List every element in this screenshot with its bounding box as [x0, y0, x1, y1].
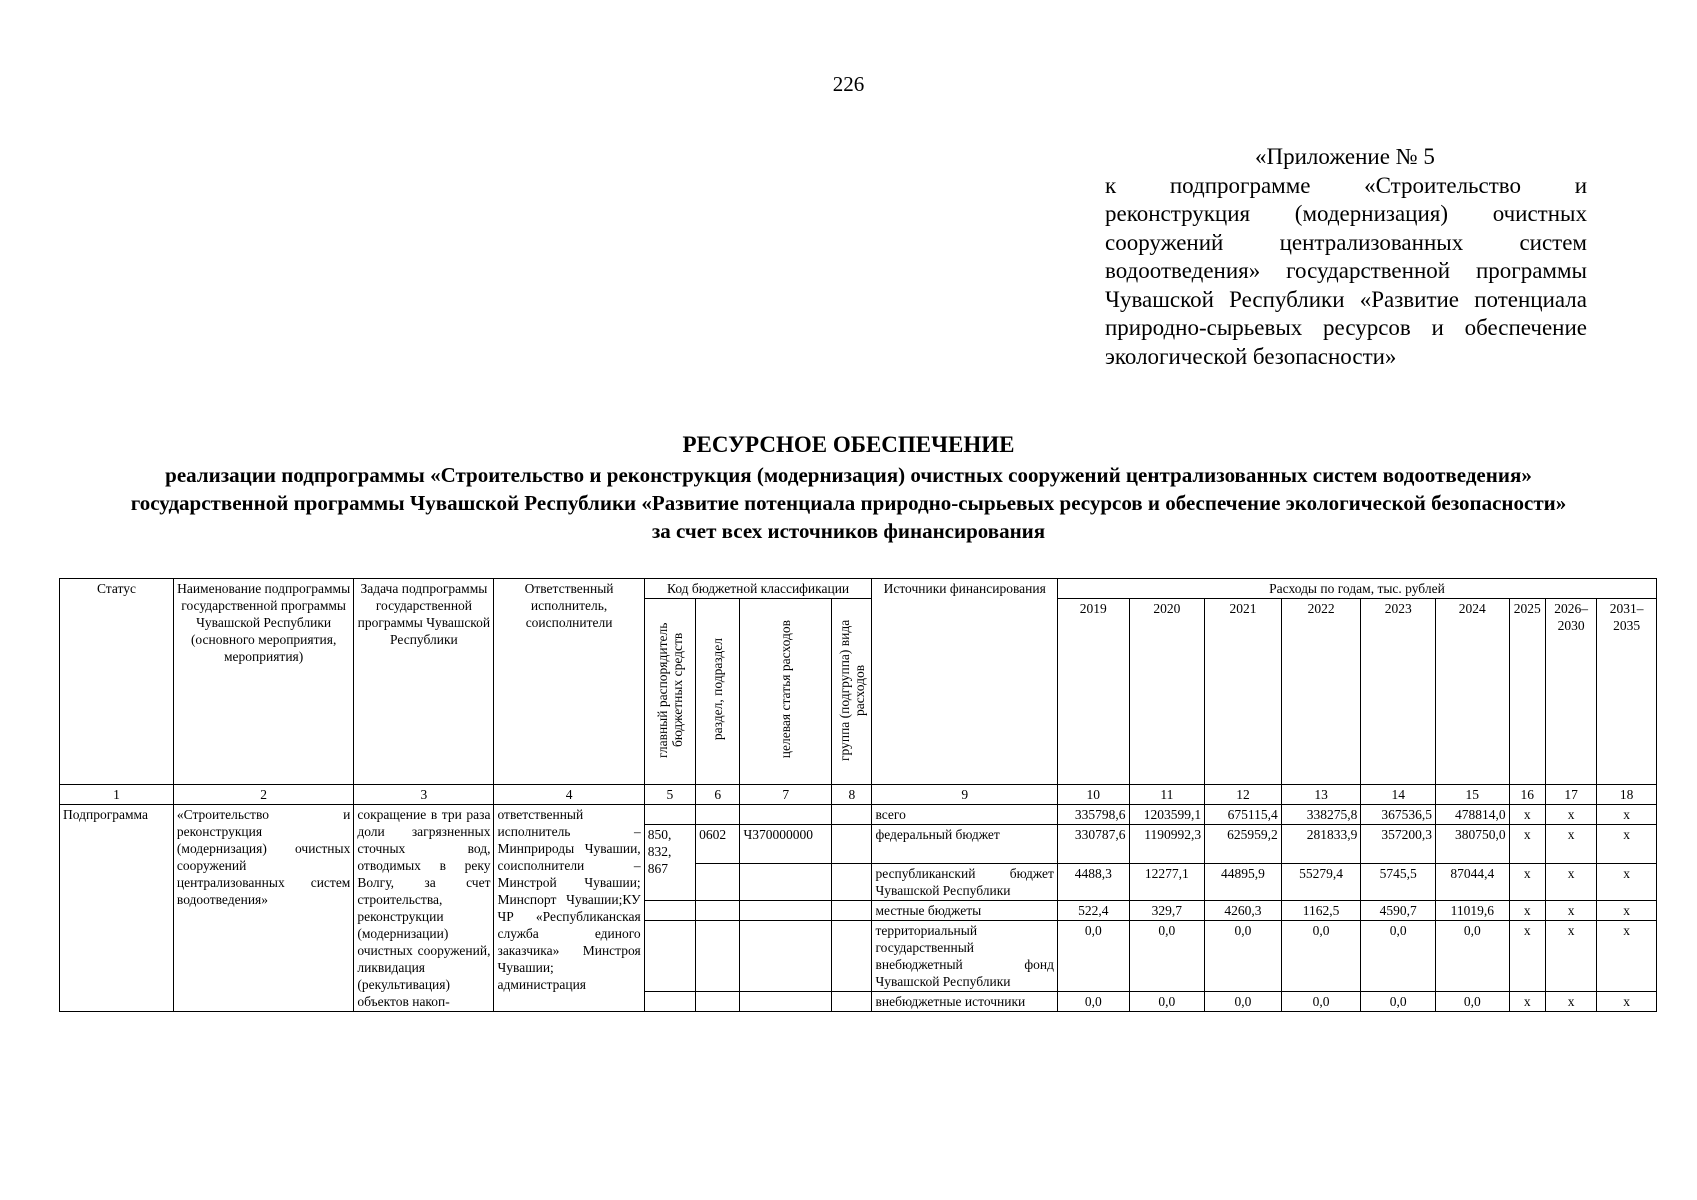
section-cell: 0602 — [696, 825, 740, 864]
value-cell: 0,0 — [1205, 992, 1282, 1012]
value-cell: x — [1597, 901, 1657, 921]
value-cell: x — [1545, 805, 1596, 825]
col-number: 6 — [696, 785, 740, 805]
value-cell: 1190992,3 — [1129, 825, 1205, 864]
value-cell: 338275,8 — [1281, 805, 1361, 825]
col-number: 13 — [1281, 785, 1361, 805]
header-year: 2031–2035 — [1597, 599, 1657, 785]
header-status: Статус — [60, 579, 174, 785]
value-cell: 367536,5 — [1361, 805, 1436, 825]
appendix-block — [1105, 143, 1587, 371]
value-cell: 357200,3 — [1361, 825, 1436, 864]
header-year: 2020 — [1129, 599, 1205, 785]
value-cell: 329,7 — [1129, 901, 1205, 921]
value-cell: 0,0 — [1129, 921, 1205, 992]
header-name: Наименование подпрограммы государственной программы Чувашской Республики (основного мероприятия, мероприятия) — [173, 579, 353, 785]
value-cell: 0,0 — [1361, 992, 1436, 1012]
col-number: 4 — [494, 785, 644, 805]
value-cell: 87044,4 — [1435, 864, 1509, 901]
value-cell: 0,0 — [1281, 921, 1361, 992]
task-cell: сокращение в три раза доли загрязненных сточных вод, отводимых в реку Волгу, за счет строительства, реконструкции (модернизации) очистных сооружений, ликвидация (рекультивация) объектов накоп- — [354, 805, 494, 1012]
col-number: 8 — [832, 785, 872, 805]
resource-table — [59, 578, 1657, 1012]
source-cell: всего — [872, 805, 1057, 825]
value-cell: 12277,1 — [1129, 864, 1205, 901]
value-cell: x — [1545, 864, 1596, 901]
col-number: 10 — [1057, 785, 1129, 805]
value-cell: x — [1509, 921, 1545, 992]
value-cell: 44895,9 — [1205, 864, 1282, 901]
header-year: 2024 — [1435, 599, 1509, 785]
col-number: 11 — [1129, 785, 1205, 805]
header-budget-code: Код бюджетной классификации — [644, 579, 872, 599]
value-cell: 522,4 — [1057, 901, 1129, 921]
value-cell: 0,0 — [1205, 921, 1282, 992]
header-year: 2023 — [1361, 599, 1436, 785]
col-number: 12 — [1205, 785, 1282, 805]
value-cell: 4260,3 — [1205, 901, 1282, 921]
header-task: Задача подпрограммы государственной программы Чувашской Республики — [354, 579, 494, 785]
header-year: 2022 — [1281, 599, 1361, 785]
col-number: 15 — [1435, 785, 1509, 805]
value-cell: 330787,6 — [1057, 825, 1129, 864]
value-cell: 0,0 — [1435, 992, 1509, 1012]
source-cell: местные бюджеты — [872, 901, 1057, 921]
header-sources: Источники финансирования — [872, 579, 1057, 785]
col-number: 3 — [354, 785, 494, 805]
source-cell: внебюджетные источники — [872, 992, 1057, 1012]
col-number: 7 — [740, 785, 832, 805]
value-cell: x — [1509, 992, 1545, 1012]
source-cell: федеральный бюджет — [872, 825, 1057, 864]
source-cell: территориальный государственный внебюджетный фонд Чувашской Республики — [872, 921, 1057, 992]
value-cell: x — [1509, 864, 1545, 901]
executor-cell: ответственный исполнитель – Минприроды Чувашии, соисполнители – Минстрой Чувашии; Минспорт Чувашии;КУ ЧР «Республиканская служба единого заказчика» Минстроя Чувашии; администрация — [494, 805, 644, 1012]
header-expenses: Расходы по годам, тыс. рублей — [1057, 579, 1656, 599]
value-cell: 0,0 — [1057, 921, 1129, 992]
header-year: 2026–2030 — [1545, 599, 1596, 785]
header-section: раздел, подраздел — [696, 599, 740, 785]
appendix-head: «Приложение № 5 — [1255, 144, 1435, 169]
col-number: 5 — [644, 785, 695, 805]
value-cell: 5745,5 — [1361, 864, 1436, 901]
value-cell: 0,0 — [1435, 921, 1509, 992]
grbs-cell: 850, 832, 867 — [644, 825, 695, 901]
status-cell: Подпрограмма — [60, 805, 174, 1012]
subprogram-name-cell: «Строительство и реконструкция (модернизация) очистных сооружений централизованных систем водоотведения» — [173, 805, 353, 1012]
col-number: 9 — [872, 785, 1057, 805]
target-cell: Ч370000000 — [740, 825, 832, 864]
header-target: целевая статья расходов — [740, 599, 832, 785]
value-cell: 380750,0 — [1435, 825, 1509, 864]
document-title: РЕСУРСНОЕ ОБЕСПЕЧЕНИЕ — [682, 432, 1015, 457]
header-grbs: главный распорядитель бюджетных средств — [644, 599, 695, 785]
value-cell: 4590,7 — [1361, 901, 1436, 921]
value-cell: 478814,0 — [1435, 805, 1509, 825]
value-cell: x — [1597, 864, 1657, 901]
appendix-body: к подпрограмме «Строительство и реконструкция (модернизация) очистных сооружений централизованных систем водоотведения» государственной программы Чувашской Республики «Развитие потенциала природно-сырьевых ресурсов и обеспечение экологической безопасности» — [1105, 172, 1587, 369]
value-cell: x — [1597, 921, 1657, 992]
value-cell: 0,0 — [1057, 992, 1129, 1012]
value-cell: x — [1545, 825, 1596, 864]
header-group: группа (подгруппа) вида расходов — [832, 599, 872, 785]
value-cell: 281833,9 — [1281, 825, 1361, 864]
value-cell: 0,0 — [1129, 992, 1205, 1012]
value-cell: x — [1509, 901, 1545, 921]
col-number: 17 — [1545, 785, 1596, 805]
table-row — [60, 805, 1657, 825]
value-cell: 4488,3 — [1057, 864, 1129, 901]
value-cell: x — [1597, 825, 1657, 864]
value-cell: 0,0 — [1361, 921, 1436, 992]
header-executor: Ответственный исполнитель, соисполнители — [494, 579, 644, 785]
document-subtitle: реализации подпрограммы «Строительство и реконструкция (модернизация) очистных сооружений централизованных систем водоотведения» государственной программы Чувашской Республики «Развитие потенциала природно-сырьевых ресурсов и обеспечение экологической безопасности» за счет всех источников финансирования — [130, 463, 1567, 543]
value-cell: x — [1545, 921, 1596, 992]
col-number: 18 — [1597, 785, 1657, 805]
value-cell: x — [1597, 992, 1657, 1012]
value-cell: 675115,4 — [1205, 805, 1282, 825]
value-cell: x — [1597, 805, 1657, 825]
header-year: 2019 — [1057, 599, 1129, 785]
header-year: 2025 — [1509, 599, 1545, 785]
col-number: 1 — [60, 785, 174, 805]
header-year: 2021 — [1205, 599, 1282, 785]
value-cell: 1203599,1 — [1129, 805, 1205, 825]
value-cell: 0,0 — [1281, 992, 1361, 1012]
page-number: 226 — [832, 72, 865, 96]
value-cell: x — [1545, 992, 1596, 1012]
value-cell: 1162,5 — [1281, 901, 1361, 921]
value-cell: x — [1509, 825, 1545, 864]
col-number: 14 — [1361, 785, 1436, 805]
value-cell: x — [1545, 901, 1596, 921]
value-cell: x — [1509, 805, 1545, 825]
value-cell: 625959,2 — [1205, 825, 1282, 864]
value-cell: 335798,6 — [1057, 805, 1129, 825]
col-number: 2 — [173, 785, 353, 805]
col-number: 16 — [1509, 785, 1545, 805]
value-cell: 55279,4 — [1281, 864, 1361, 901]
value-cell: 11019,6 — [1435, 901, 1509, 921]
source-cell: республиканский бюджет Чувашской Республики — [872, 864, 1057, 901]
